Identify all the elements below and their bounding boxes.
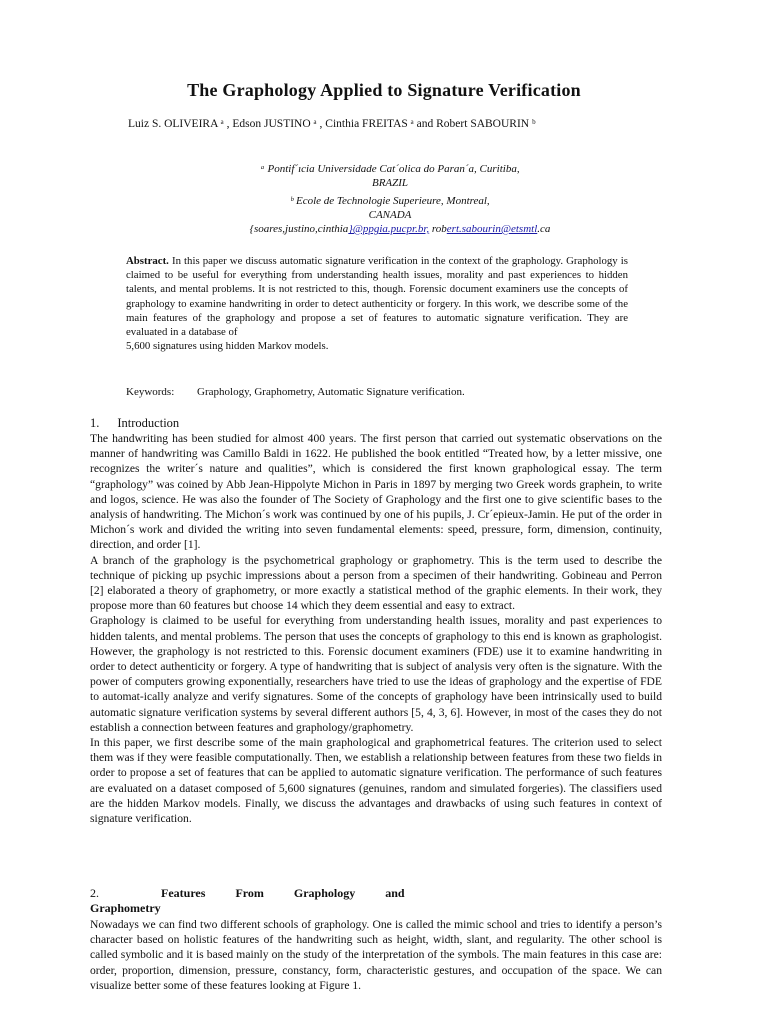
section-number: 1. xyxy=(90,416,100,430)
abstract-text: In this paper we discuss automatic signature verification in the context of the graphology. Graphology is claimed to be useful for everything from understanding health issues, morality and past experiences to hidden talents, and mental problems. It is not restricted to this, though. Forensic document examiners use the concepts of graphology to examine handwriting in order to detect authenticity or forgery. In this work, we describe some of the main features of the graphology and propose a set of features to automatic signature verification. They are evaluated in a database of xyxy=(126,255,628,339)
intro-paragraph-3: Graphology is claimed to be useful for everything from understanding health issues, morality and past experiences to hidden talents, and mental problems. The person that uses the concepts of graphology to this end is known as graphologist. However, the graphology is not restricted to this. Forensic document examiners (FDE) use it to examine handwriting in order to detect authenticity or forgery. A type of handwriting that is subject of analysis very often is the signature. With the power of computers growing exponentially, researchers have tried to use the ideas of graphology and the expertise of FDE to automat-ically analyze and verify signatures. Some of the concepts of graphology have been intrinsically used to build automatic signature verification systems by several different authors [5, 4, 3, 6]. However, in most of the cases they do not establish a connection between features and graphology/graphometry. xyxy=(90,614,662,734)
email-link-ppgia[interactable]: }@ppgia.pucpr.br, xyxy=(348,223,430,235)
email-prefix: {soares,justino,cinthia xyxy=(249,223,349,235)
email-link-etsmtl[interactable]: ert.sabourin@etsmtl xyxy=(446,223,538,235)
affiliation-b xyxy=(200,194,580,222)
introduction-body xyxy=(90,431,662,826)
abstract-label: Abstract. xyxy=(126,255,169,267)
features-heading-line2: Graphometry xyxy=(90,901,161,915)
section-heading-features xyxy=(90,886,420,916)
heading-word: and xyxy=(385,886,405,900)
heading-word: Features xyxy=(161,886,206,900)
features-heading-line1 xyxy=(90,886,420,901)
intro-paragraph-2: A branch of the graphology is the psychometrical graphology or graphometry. This is the term used to describe the technique of picking up psychic impressions about a person from a specimen of their handwriting. Gobineau and Perron [2] elaborated a theory of graphometry, or more exactly a statistical method of the graphic elements. In their work, they propose more than 60 features but choose 14 which they deem essential and easy to extract. xyxy=(90,553,662,613)
author-emails xyxy=(200,222,600,236)
affiliation-b-line2: CANADA xyxy=(368,209,412,221)
intro-paragraph-4: In this paper, we first describe some of the main graphological and graphometrical features. The criterion used to select them was if they were feasible computationally. Then, we establish a relationship between features from these two fields in order to propose a set of features that can be applied to automatic signature verification. The performance of such features are evaluated on a dataset composed of 5,600 signatures (genuines, random and simulated forgeries). The classifiers used are the hidden Markov models. Finally, we discuss the advantages and drawbacks of using such features in context of signature verification. xyxy=(90,736,662,826)
affiliation-a-line1: ᵃ Pontif´ıcia Universidade Cat´olica do Paran´a, Curitiba, xyxy=(260,163,520,175)
intro-paragraph-1: The handwriting has been studied for almost 400 years. The first person that carried out systematic observations on the manner of handwriting was Camillo Baldi in 1622. He published the book entitled “Treated how, by a letter missive, one recognizes the writer´s nature and qualities”, which is considered the first known graphological essay. The term “graphology” was coined by Abb Jean-Hippolyte Michon in Paris in 1897 by merging two Greek words graphein, to write and logos, science. He was also the founder of The Society of Graphology and the first one to give scientific bases to the analysis of handwriting. The Michon´s work was continued by one of his pupils, J. Cr´epieux-Jamin. He put of the order in Michon´s work and divided the writing into seven fundamental elements: speed, pressure, form, dimension, continuity, direction, and order [1]. xyxy=(90,432,662,552)
keywords-label: Keywords: xyxy=(126,386,175,398)
features-body xyxy=(90,917,662,993)
keywords-text: Graphology, Graphometry, Automatic Signature verification. xyxy=(197,386,465,398)
email-suffix: .ca xyxy=(537,223,551,235)
section-title: Introduction xyxy=(117,416,180,430)
paper-title: The Graphology Applied to Signature Verification xyxy=(187,80,581,100)
section-heading-introduction xyxy=(90,416,179,431)
abstract xyxy=(126,254,628,353)
email-middle: rob xyxy=(429,223,447,235)
keywords xyxy=(126,386,626,398)
affiliation-a-line2: BRAZIL xyxy=(371,177,409,189)
abstract-last-line: 5,600 signatures using hidden Markov models. xyxy=(126,340,329,353)
affiliation-b-line1: ᵇ Ecole de Technologie Superieure, Montreal, xyxy=(290,195,490,207)
author-list: Luiz S. OLIVEIRA ᵃ , Edson JUSTINO ᵃ , Cinthia FREITAS ᵃ and Robert SABOURIN ᵇ xyxy=(128,118,536,130)
heading-word: From xyxy=(235,886,264,900)
section-number: 2. xyxy=(90,886,99,900)
heading-word: Graphology xyxy=(293,886,356,900)
features-paragraph-1: Nowadays we can find two different schools of graphology. One is called the mimic school and tries to identify a person’s character based on holistic features of the handwriting such as height, width, slant, and regularity. The other school is called symbolic and it is based mainly on the study of the interpretation of the symbols. The main features in this case are: order, proportion, dimension, pressure, constancy, form, characteristic gestures, and occupation of the space. We can visualize better some of these features looking at Figure 1. xyxy=(90,918,662,992)
affiliation-a xyxy=(200,162,580,190)
